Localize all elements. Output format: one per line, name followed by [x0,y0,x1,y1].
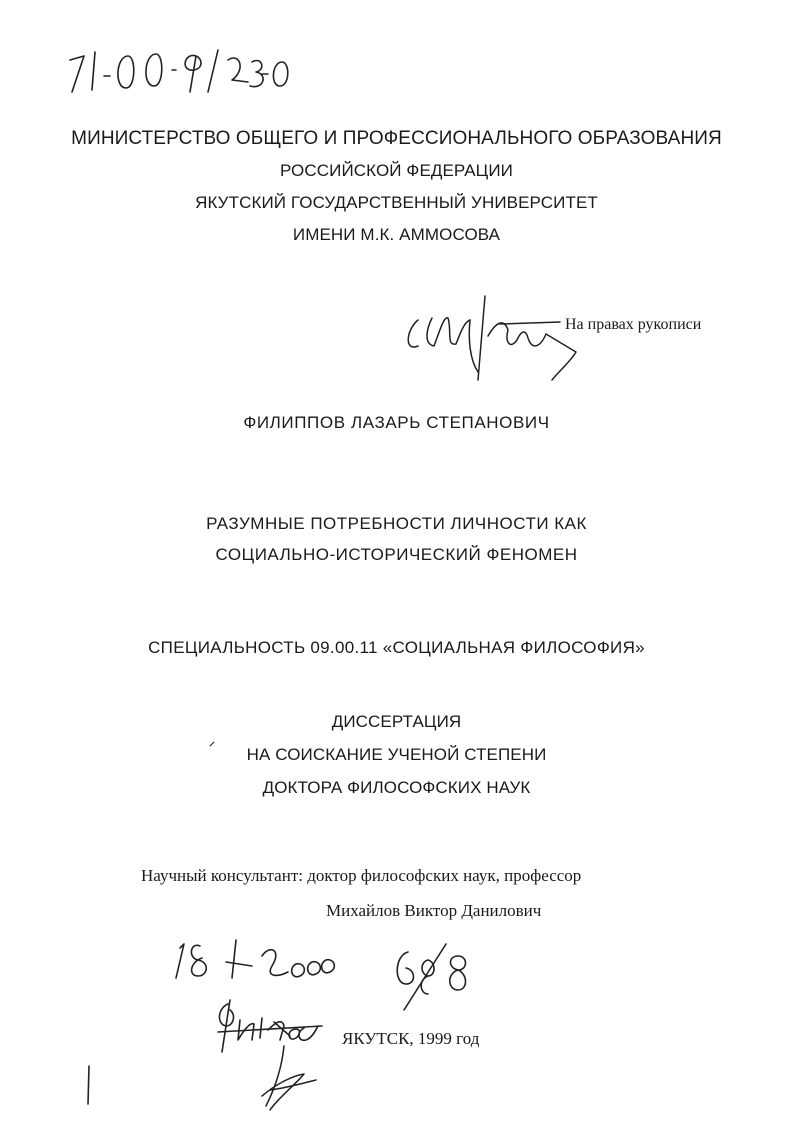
manuscript-note: На правах рукописи [565,316,702,333]
handwritten-reference [397,944,465,1010]
title-line-2: СОЦИАЛЬНО-ИСТОРИЧЕСКИЙ ФЕНОМЕН [215,545,578,564]
specialty: СПЕЦИАЛЬНОСТЬ 09.00.11 «СОЦИАЛЬНАЯ ФИЛОСОФИЯ» [148,638,645,657]
title-line-1: РАЗУМНЫЕ ПОТРЕБНОСТИ ЛИЧНОСТИ КАК [206,514,587,533]
degree-statement [0,705,793,804]
dissertation-title [0,508,793,570]
university-named-after: ИМЕНИ М.К. АММОСОВА [292,225,501,244]
degree-line-2: НА СОИСКАНИЕ УЧЕНОЙ СТЕПЕНИ [246,745,547,764]
city-year: ЯКУТСК, 1999 год [342,1029,480,1048]
consultant-name: Михайлов Виктор Данилович [326,901,542,920]
margin-mark [88,1066,89,1104]
author-name: ФИЛИППОВ ЛАЗАРЬ СТЕПАНОВИЧ [243,413,550,432]
signature [408,296,576,380]
ministry-name: МИНИСТЕРСТВО ОБЩЕГО И ПРОФЕССИОНАЛЬНОГО ОБРАЗОВАНИЯ [71,128,722,149]
bottom-scribble [262,1046,316,1110]
degree-line-1: ДИССЕРТАЦИЯ [331,712,462,731]
university-name: ЯКУТСКИЙ ГОСУДАРСТВЕННЫЙ УНИВЕРСИТЕТ [195,193,598,212]
handwritten-word [218,1000,322,1052]
degree-line-3: ДОКТОРА ФИЛОСОФСКИХ НАУК [262,778,531,797]
country-name: РОССИЙСКОЙ ФЕДЕРАЦИИ [279,161,513,180]
institution-header [0,123,793,251]
scientific-consultant: Научный консультант: доктор философских наук, профессор [141,866,582,885]
archive-stamp-handwriting [70,50,288,92]
handwritten-date [176,940,334,978]
